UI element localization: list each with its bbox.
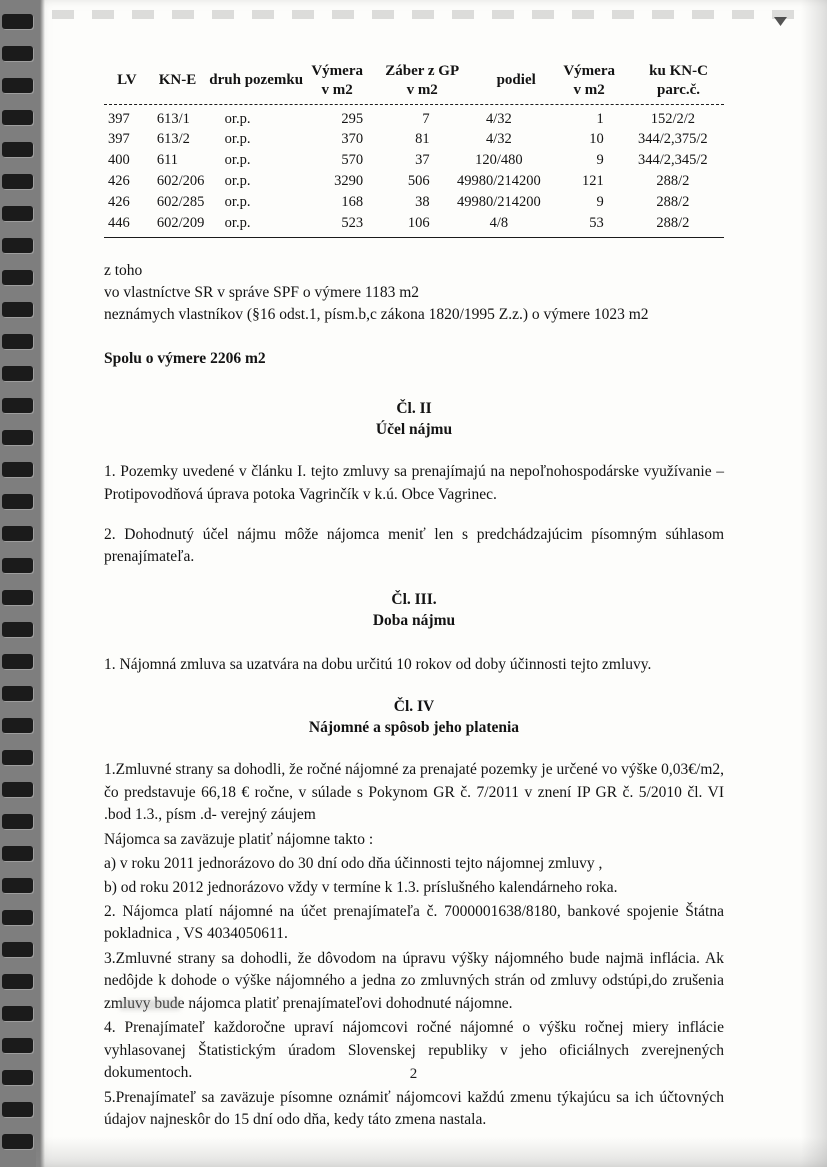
vlastnictvo-sr-line: vo vlastníctve SR v správe SPF o výmere 1183 m2 xyxy=(104,283,420,301)
cell-vymera: 370 xyxy=(341,131,364,148)
cell-zaber: 506 xyxy=(407,173,430,190)
cell-zaber: 81 xyxy=(415,131,430,148)
cell-knc: 344/2,345/2 xyxy=(638,152,708,169)
col-header-zaber-z-gp: Záber z GP v m2 xyxy=(385,63,460,98)
cell-kne: 602/209 xyxy=(156,214,205,231)
cell-zaber: 37 xyxy=(415,152,430,169)
cell-podiel: 4/8 xyxy=(489,214,509,231)
table-row xyxy=(104,150,724,171)
cell-lv: 426 xyxy=(108,193,130,210)
document-body xyxy=(104,62,724,1131)
article-4-paragraph-6: 5.Prenajímateľ sa zaväzuje písomne oznámiť nájomcovi každú zmenu týkajúcu sa ich účtovných údajov najneskôr do 15 dní odo dňa, kedy táto zmena nastala. xyxy=(104,1088,724,1128)
cell-zaber: 106 xyxy=(407,214,430,231)
cell-vymera2: 10 xyxy=(589,131,604,148)
table-row xyxy=(104,129,724,150)
article-2-heading: Čl. II xyxy=(396,400,432,418)
cell-knc: 152/2/2 xyxy=(650,110,695,127)
table-row xyxy=(104,171,724,192)
article-3-subheading: Doba nájmu xyxy=(372,611,456,629)
z-toho-line: z toho xyxy=(104,261,143,279)
cell-knc: 288/2 xyxy=(656,214,690,231)
article-4-paragraph-2: Nájomca sa zaväzuje platiť nájomne takto : xyxy=(104,830,374,848)
cell-vymera2: 9 xyxy=(596,152,604,169)
cell-zaber: 7 xyxy=(422,110,430,127)
table-header-divider xyxy=(104,104,724,105)
article-4-item-a: a) v roku 2011 jednorázovo do 30 dní odo dňa účinnosti tejto nájomnej zmluvy , xyxy=(104,854,603,872)
page-edge-shadow-bottom xyxy=(36,1137,827,1167)
cell-kne: 602/206 xyxy=(156,173,205,190)
cell-druh: or.p. xyxy=(224,173,251,190)
article-2-subheading: Účel nájmu xyxy=(375,421,453,439)
cell-kne: 602/285 xyxy=(156,193,205,210)
article-4-paragraph-5: 4. Prenajímateľ každoročne upraví nájomcovi ročné nájomné o výšku ročnej miery inflácie vyhlasovanej Štatistickým úradom Slovenskej republiky v jeho oficiálnych zverejnených dokumentoch. xyxy=(104,1019,724,1082)
cell-vymera: 295 xyxy=(341,110,364,127)
cell-kne: 613/2 xyxy=(156,131,190,148)
cell-vymera2: 53 xyxy=(589,214,604,231)
cell-podiel: 4/32 xyxy=(486,110,512,127)
col-header-podiel: podiel xyxy=(496,72,536,89)
spine-shadow xyxy=(40,0,45,1167)
parcels-table xyxy=(104,62,724,101)
total-area-line: Spolu o výmere 2206 m2 xyxy=(104,349,266,367)
col-header-lv: LV xyxy=(117,72,137,89)
table-bottom-rule xyxy=(104,237,724,238)
cell-druh: or.p. xyxy=(224,131,251,148)
cell-vymera2: 9 xyxy=(596,193,604,210)
cell-druh: or.p. xyxy=(224,193,251,210)
article-4-paragraph-4: 3.Zmluvné strany sa dohodli, že dôvodom na úpravu výšky nájomného bude najmä inflácia. Ak nedôjde k dohode o výške nájomného a jedna zo zmluvných strán od zmluvy odstúpi,do zrušenia zmluvy bude nájomca platiť prenajímateľovi dohodnuté nájomne. xyxy=(104,949,724,1012)
article-4-paragraph-1: 1.Zmluvné strany sa dohodli, že ročné nájomné za prenajaté pozemky je určené vo výške 0,03€/m2, čo predstavuje 66,18 € ročne, v súlade s Pokynom GR č. 7/2011 v znení IP GR č. 5/2010 čl. VI .bod 1.3., písm .d- verejný záujem xyxy=(104,761,724,824)
spiral-binding xyxy=(0,0,40,1167)
article-3-heading: Čl. III. xyxy=(391,590,437,608)
cell-vymera: 570 xyxy=(341,152,364,169)
cell-vymera: 3290 xyxy=(334,173,364,190)
cell-knc: 288/2 xyxy=(656,193,690,210)
cell-lv: 426 xyxy=(108,173,130,190)
col-header-ku-kn-c: ku KN-C parc.č. xyxy=(649,63,708,98)
cell-podiel: 49980/214200 xyxy=(457,193,541,210)
cell-podiel: 4/32 xyxy=(486,131,512,148)
cell-vymera: 168 xyxy=(341,193,364,210)
article-2-paragraph-1: 1. Pozemky uvedené v článku I. tejto zmluvy sa prenajímajú na nepoľnohospodárske využívanie – Protipovodňová úprava potoka Vagrinčík v k.ú. Obce Vagrinec. xyxy=(104,463,724,503)
cell-druh: or.p. xyxy=(224,110,251,127)
cell-vymera2: 121 xyxy=(581,173,604,190)
article-3-paragraph-1: 1. Nájomná zmluva sa uzatvára na dobu určitú 10 rokov od doby účinnosti tejto zmluvy. xyxy=(104,655,652,673)
cell-knc: 344/2,375/2 xyxy=(638,131,708,148)
article-4-heading: Čl. IV xyxy=(393,698,435,716)
page-edge-shadow-right xyxy=(801,0,827,1167)
table-row xyxy=(104,109,724,130)
col-header-vymera: Výmera v m2 xyxy=(311,63,363,98)
col-header-druh-pozemku: druh pozemku xyxy=(209,72,304,89)
page-number: 2 xyxy=(409,1066,418,1082)
cell-vymera: 523 xyxy=(341,214,364,231)
table-row xyxy=(104,213,724,234)
parcels-table-body xyxy=(104,109,724,234)
cell-lv: 446 xyxy=(108,214,130,231)
cell-druh: or.p. xyxy=(224,152,251,169)
cell-zaber: 38 xyxy=(415,193,430,210)
neznami-vlastnici-line: neznámych vlastníkov (§16 odst.1, písm.b,c zákona 1820/1995 Z.z.) o výmere 1023 m2 xyxy=(104,305,649,323)
cell-podiel: 120/480 xyxy=(475,152,523,169)
cell-lv: 400 xyxy=(108,152,130,169)
table-row xyxy=(104,192,724,213)
cell-lv: 397 xyxy=(108,110,130,127)
article-4-subheading: Nájomné a spôsob jeho platenia xyxy=(308,719,520,737)
article-2-paragraph-2: 2. Dohodnutý účel nájmu môže nájomca meniť len s predchádzajúcim písomným súhlasom prenajímateľa. xyxy=(104,525,724,566)
cell-podiel: 49980/214200 xyxy=(457,173,541,190)
cell-vymera2: 1 xyxy=(596,110,604,127)
scan-top-artifact xyxy=(52,10,812,19)
col-header-kne: KN-E xyxy=(158,72,197,89)
article-4-paragraph-3: 2. Nájomca platí nájomné na účet prenajímateľa č. 7000001638/8180, bankové spojenie Štátna pokladnica , VS 4034050611. xyxy=(104,902,724,943)
cell-kne: 611 xyxy=(156,152,179,169)
cell-druh: or.p. xyxy=(224,214,251,231)
table-header-row xyxy=(104,62,724,101)
scan-smudge xyxy=(120,1000,180,1010)
article-4-item-b: b) od roku 2012 jednorázovo vždy v termíne k 1.3. príslušného kalendárneho roka. xyxy=(104,878,618,896)
cell-kne: 613/1 xyxy=(156,110,190,127)
col-header-vymera-2: Výmera v m2 xyxy=(563,63,615,98)
cell-knc: 288/2 xyxy=(656,173,690,190)
cell-lv: 397 xyxy=(108,131,130,148)
